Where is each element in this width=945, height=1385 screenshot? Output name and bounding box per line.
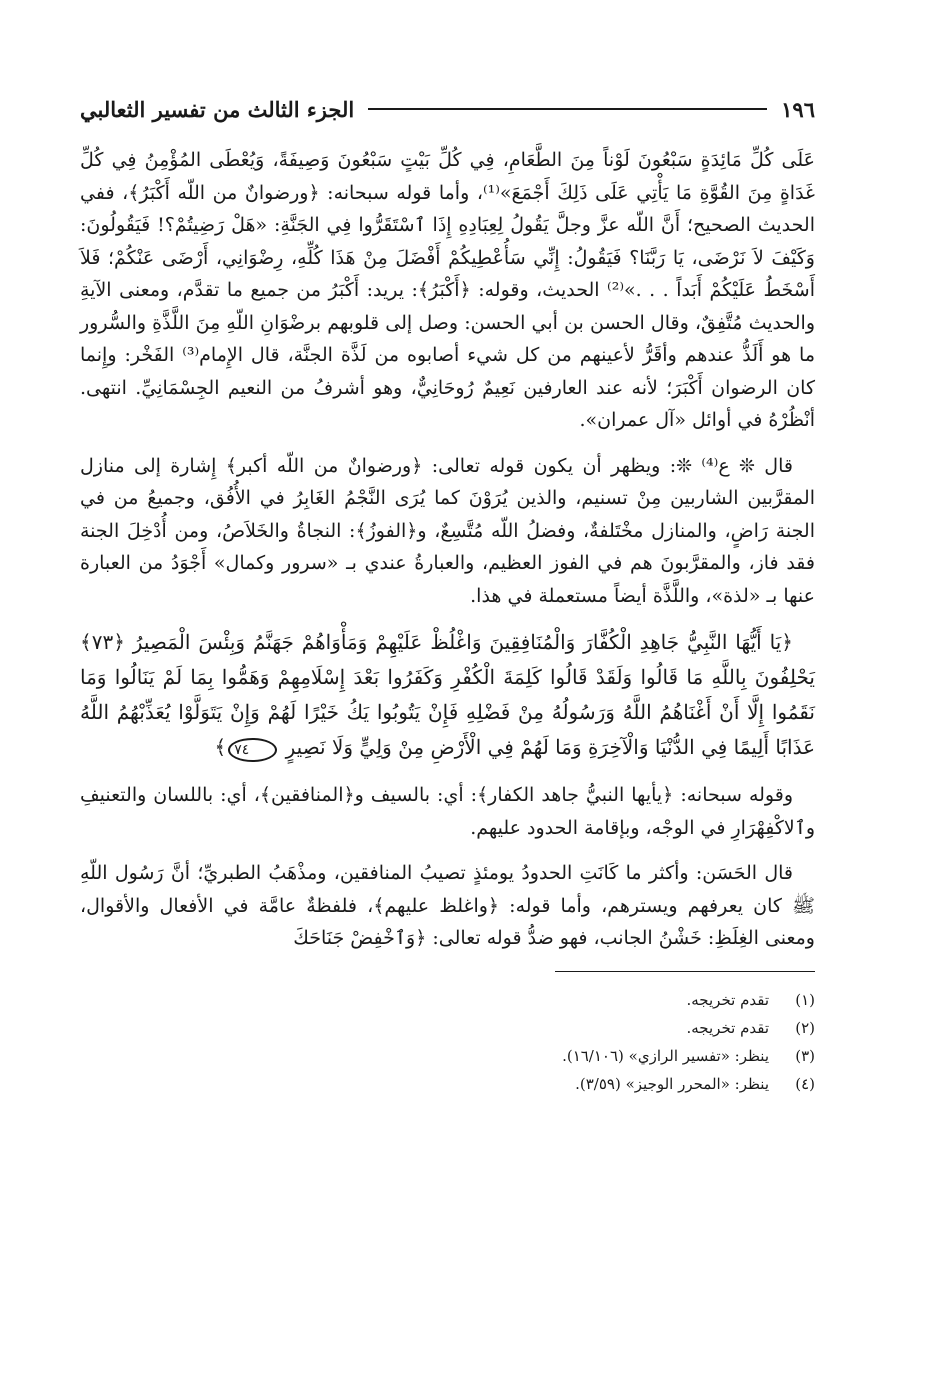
paragraph: قال الحَسَن: وأكثر ما كَانَتِ الحدودُ يومئذٍ تصيبُ المنافقين، ومذْهَبُ الطبريِّ؛ أنَّ رَسُول اللّهِ ﷺ كان يعرفهم ويسترهم، وأما قوله: ﴿واغلظ عليهم﴾، فلفظةٌ عامَّة في الأفعال والأقوال، ومعنى الغِلَظِ: خَشْنُ الجانب، فهو ضدُّ قوله تعالى: ﴿وَٱخْفِضْ جَنَاحَكَ: [80, 862, 815, 949]
paragraph: قال ❊ ع⁽⁴⁾ ❊: ويظهر أن يكون قوله تعالى: ﴿ورضوانٌ من اللّه أكبر﴾ إِشارة إلى منازل المقرَّبين الشاربين مِنْ تسنيم، والذين يُرَوْنَ كما يُرَى النَّجْمُ الغَابِرُ في الأُفُق، وجميعُ من في الجنة رَاضٍ، والمنازل مخْتَلفةٌ، وفضلُ اللّه مُتَّسِعٌ، و﴿الفوزُ﴾: النجاةُ والخَلاَصُ، ومن أُدْخِلَ الجنة فقد فاز، والمقرَّبونَ هم في الفوز العظيم، والعبارةُ عندي بـ «سرور وكمال» أَجْوَدُ من العبارة عنها بـ «لذة»، واللَّذَّة أيضاً مستعملة في هذا.: [80, 454, 815, 607]
paragraph: عَلَى كُلِّ مَائِدَةٍ سَبْعُونَ لَوْناً مِنَ الطَّعَامِ، فِي كُلِّ بَيْتٍ سَبْعُونَ وَصِيفَةً، وَيُعْطَى المُؤْمِنُ فِي كُلِّ غَدَاةٍ مِنَ القُوَّةِ مَا يَأْتِي عَلَى ذَلِكَ أَجْمَعَ»⁽¹⁾، وأما قوله سبحانه: ﴿ورضوانٌ من اللّه أَكْبَرُ﴾، ففي الحديث الصحيح؛ أَنَّ اللّه عزَّ وجلَّ يَقُولُ لِعِبَادِهِ إِذَا ٱسْتَقَرُّوا فِي الجَنَّةِ: «هَلْ رَضِيتُمْ؟! فَيَقُولُونَ: وَكَيْفَ لاَ نَرْضَى، يَا رَبَّنَا؟ فَيَقُولُ: إِنِّي سَأُعْطِيكُمْ أَفْضَلَ مِنْ هَذَا كُلِّهِ، رِضْوَانِي، أَرْضَى عَنْكُمْ؛ فَلاَ أَسْخَطُ عَلَيْكُمْ أَبَداً . . .»⁽²⁾ الحديث، وقوله: ﴿أَكْبَرُ﴾: يريد: أَكْبَرُ من جميع ما تقدَّم، ومعنى الآيةِ والحديث مُتَّفِقٌ، وقال الحسن بن أبي الحسن: وصل إلى قلوبهم برضْوَانِ اللّهِ مِنَ اللَّذَّةِ والسُّرور ما هو أَلَذُّ عندهم وأقَرُّ لأعينهم من كل شيء أصابوه من لَذَّة الجنَّة، قال الإِمام⁽³⁾ الفَخْر: وإِنما كان الرضوان أَكْبَرَ؛ لأنه عند العارفين نَعِيمٌ رُوحَانِيٌّ، وهو أشرفُ من النعيم الجِسْمَانِيِّ. انتهى. أنْظُرْهُ في أوائل «آل عمران».: [80, 149, 815, 431]
footnote-number: (٤): [795, 1074, 815, 1093]
footnote-number: (٣): [795, 1046, 815, 1065]
footnote: [80, 1070, 815, 1098]
page: [80, 92, 815, 1312]
main-text: [80, 144, 815, 955]
paragraph: وقوله سبحانه: ﴿يأيها النبيُّ جاهد الكفار﴾: أي: بالسيف و﴿المنافقين﴾، أي: باللسان والتعنيفِ وٱلاكْفِهْرَارِ في الوجْه، وبإقامة الحدود عليهم.: [80, 784, 815, 839]
footnote-separator: [555, 971, 815, 972]
page-number: ١٩٦: [781, 96, 815, 122]
footnote-number: (٢): [795, 1018, 815, 1037]
running-header: [80, 92, 815, 126]
footnote-text: تقدم تخريجه.: [686, 990, 769, 1009]
footnote: [80, 986, 815, 1014]
footnote: [80, 1042, 815, 1070]
footnote-text: تقدم تخريجه.: [686, 1018, 769, 1037]
quran-closing-bracket: ﴾: [214, 735, 227, 759]
running-title: الجزء الثالث من تفسير الثعالبي: [80, 96, 355, 122]
footnotes: [80, 986, 815, 1098]
footnote: [80, 1014, 815, 1042]
footnote-number: (١): [795, 990, 815, 1009]
header-rule: [368, 108, 767, 110]
footnote-text: ينظر: «المحرر الوجيز» (٣/٥٩).: [575, 1074, 769, 1093]
quran-verse: [80, 625, 815, 765]
ayah-number-marker: ٧٤: [228, 738, 277, 762]
footnote-text: ينظر: «تفسير الرازي» (١٦/١٠٦).: [562, 1046, 769, 1065]
quran-verse-text: ﴿يَا أَيُّهَا النَّبِيُّ جَاهِدِ الْكُفَّارَ وَالْمُنَافِقِينَ وَاغْلُظْ عَلَيْهِمْ وَمَأْوَاهُمْ جَهَنَّمُ وَبِئْسَ الْمَصِيرُ ﴿٧٣﴾ يَحْلِفُونَ بِاللَّهِ مَا قَالُوا وَلَقَدْ قَالُوا كَلِمَةَ الْكُفْرِ وَكَفَرُوا بَعْدَ إِسْلَامِهِمْ وَهَمُّوا بِمَا لَمْ يَنَالُوا وَمَا نَقَمُوا إِلَّا أَنْ أَغْنَاهُمُ اللَّهُ وَرَسُولُهُ مِنْ فَضْلِهِ فَإِنْ يَتُوبُوا يَكُ خَيْرًا لَهُمْ وَإِنْ يَتَوَلَّوْا يُعَذِّبْهُمُ اللَّهُ عَذَابًا أَلِيمًا فِي الدُّنْيَا وَالْآخِرَةِ وَمَا لَهُمْ فِي الْأَرْضِ مِنْ وَلِيٍّ وَلَا نَصِيرٍ: [80, 630, 815, 759]
